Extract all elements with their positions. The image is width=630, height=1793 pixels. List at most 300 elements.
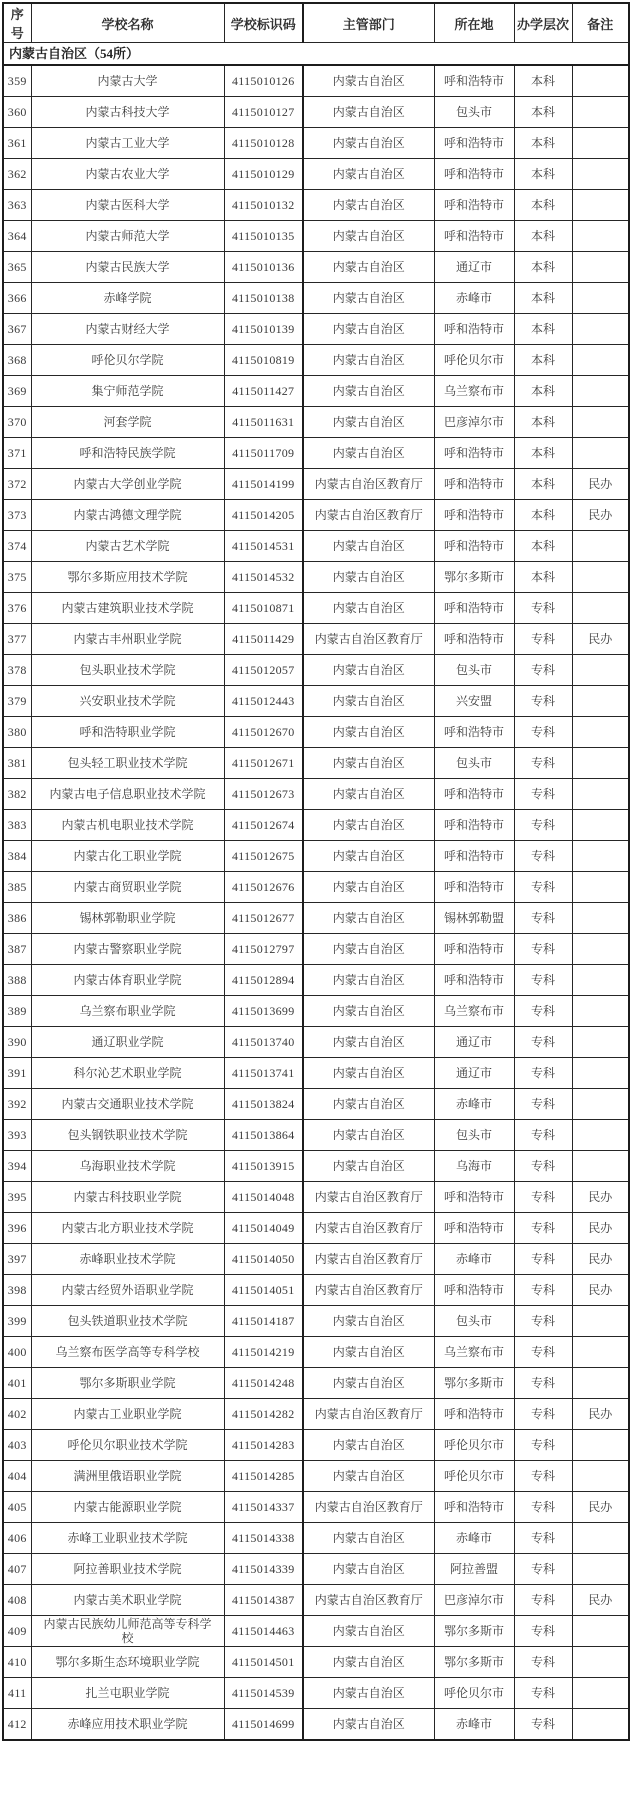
cell-school-code: 4115012057 (224, 655, 303, 686)
cell-school-code: 4115013864 (224, 1120, 303, 1151)
cell-note (572, 438, 629, 469)
cell-index: 394 (3, 1151, 31, 1182)
cell-level: 专科 (514, 1244, 572, 1275)
cell-department: 内蒙古自治区 (303, 1616, 434, 1647)
cell-school-name: 乌兰察布医学高等专科学校 (31, 1337, 224, 1368)
cell-index: 377 (3, 624, 31, 655)
cell-school-name: 内蒙古鸿德文理学院 (31, 500, 224, 531)
cell-school-code: 4115012797 (224, 934, 303, 965)
cell-location: 通辽市 (434, 1058, 514, 1089)
cell-department: 内蒙古自治区 (303, 1151, 434, 1182)
cell-location: 呼和浩特市 (434, 810, 514, 841)
cell-index: 378 (3, 655, 31, 686)
table-row (3, 190, 629, 221)
cell-school-name: 内蒙古财经大学 (31, 314, 224, 345)
cell-department: 内蒙古自治区教育厅 (303, 1275, 434, 1306)
cell-index: 367 (3, 314, 31, 345)
cell-index: 371 (3, 438, 31, 469)
cell-note: 民办 (572, 1585, 629, 1616)
cell-location: 呼和浩特市 (434, 779, 514, 810)
cell-department: 内蒙古自治区 (303, 438, 434, 469)
cell-school-name: 内蒙古艺术学院 (31, 531, 224, 562)
cell-school-code: 4115010128 (224, 128, 303, 159)
cell-school-name: 内蒙古警察职业学院 (31, 934, 224, 965)
cell-level: 专科 (514, 1523, 572, 1554)
table-row (3, 1616, 629, 1647)
cell-level: 专科 (514, 1647, 572, 1678)
cell-note (572, 1058, 629, 1089)
cell-note (572, 1337, 629, 1368)
cell-department: 内蒙古自治区教育厅 (303, 500, 434, 531)
cell-note (572, 252, 629, 283)
cell-index: 388 (3, 965, 31, 996)
cell-location: 鄂尔多斯市 (434, 1616, 514, 1647)
cell-school-name: 赤峰职业技术学院 (31, 1244, 224, 1275)
cell-note: 民办 (572, 1399, 629, 1430)
cell-location: 乌兰察布市 (434, 996, 514, 1027)
cell-school-code: 4115014187 (224, 1306, 303, 1337)
cell-level: 专科 (514, 1275, 572, 1306)
cell-school-code: 4115011427 (224, 376, 303, 407)
cell-location: 呼和浩特市 (434, 872, 514, 903)
cell-department: 内蒙古自治区教育厅 (303, 1399, 434, 1430)
cell-school-name: 内蒙古科技大学 (31, 97, 224, 128)
table-row (3, 1089, 629, 1120)
cell-school-name: 内蒙古民族大学 (31, 252, 224, 283)
cell-department: 内蒙古自治区 (303, 562, 434, 593)
cell-department: 内蒙古自治区教育厅 (303, 469, 434, 500)
table-row (3, 376, 629, 407)
cell-school-name: 内蒙古大学创业学院 (31, 469, 224, 500)
cell-note (572, 779, 629, 810)
cell-school-code: 4115012676 (224, 872, 303, 903)
cell-location: 呼和浩特市 (434, 500, 514, 531)
table-row (3, 500, 629, 531)
table-row (3, 531, 629, 562)
cell-index: 396 (3, 1213, 31, 1244)
cell-school-name: 河套学院 (31, 407, 224, 438)
cell-level: 专科 (514, 810, 572, 841)
cell-note (572, 345, 629, 376)
cell-department: 内蒙古自治区教育厅 (303, 1244, 434, 1275)
cell-department: 内蒙古自治区 (303, 1554, 434, 1585)
cell-department: 内蒙古自治区 (303, 1306, 434, 1337)
table-row (3, 717, 629, 748)
cell-level: 本科 (514, 283, 572, 314)
cell-index: 404 (3, 1461, 31, 1492)
cell-department: 内蒙古自治区 (303, 1368, 434, 1399)
cell-level: 本科 (514, 65, 572, 97)
cell-department: 内蒙古自治区 (303, 1430, 434, 1461)
table-row (3, 1120, 629, 1151)
cell-index: 366 (3, 283, 31, 314)
cell-level: 专科 (514, 1306, 572, 1337)
cell-school-name: 乌兰察布职业学院 (31, 996, 224, 1027)
cell-note (572, 283, 629, 314)
cell-level: 专科 (514, 1461, 572, 1492)
cell-school-code: 4115013740 (224, 1027, 303, 1058)
cell-department: 内蒙古自治区 (303, 1647, 434, 1678)
cell-index: 379 (3, 686, 31, 717)
table-row (3, 1182, 629, 1213)
cell-school-code: 4115014539 (224, 1678, 303, 1709)
cell-index: 370 (3, 407, 31, 438)
cell-location: 呼和浩特市 (434, 593, 514, 624)
cell-school-code: 4115013741 (224, 1058, 303, 1089)
cell-department: 内蒙古自治区 (303, 748, 434, 779)
cell-location: 通辽市 (434, 1027, 514, 1058)
table-row (3, 903, 629, 934)
cell-index: 398 (3, 1275, 31, 1306)
col-header-school-name: 学校名称 (31, 3, 224, 43)
cell-note (572, 531, 629, 562)
cell-school-name: 包头钢铁职业技术学院 (31, 1120, 224, 1151)
table-row (3, 1151, 629, 1182)
cell-index: 362 (3, 159, 31, 190)
cell-level: 专科 (514, 934, 572, 965)
cell-index: 360 (3, 97, 31, 128)
cell-index: 400 (3, 1337, 31, 1368)
cell-school-code: 4115014501 (224, 1647, 303, 1678)
table-row (3, 1678, 629, 1709)
cell-note (572, 1554, 629, 1585)
cell-level: 专科 (514, 1678, 572, 1709)
table-header (3, 3, 629, 43)
cell-location: 呼和浩特市 (434, 221, 514, 252)
cell-school-name: 内蒙古美术职业学院 (31, 1585, 224, 1616)
cell-school-code: 4115014463 (224, 1616, 303, 1647)
cell-index: 369 (3, 376, 31, 407)
cell-note (572, 1523, 629, 1554)
cell-index: 399 (3, 1306, 31, 1337)
cell-school-code: 4115011429 (224, 624, 303, 655)
cell-department: 内蒙古自治区 (303, 1523, 434, 1554)
cell-school-code: 4115014283 (224, 1430, 303, 1461)
cell-location: 呼和浩特市 (434, 717, 514, 748)
cell-note (572, 903, 629, 934)
cell-school-name: 呼伦贝尔学院 (31, 345, 224, 376)
cell-school-name: 内蒙古民族幼儿师范高等专科学校 (31, 1616, 224, 1647)
cell-location: 呼和浩特市 (434, 1213, 514, 1244)
cell-location: 乌兰察布市 (434, 1337, 514, 1368)
table-row (3, 283, 629, 314)
table-row (3, 1461, 629, 1492)
cell-level: 本科 (514, 221, 572, 252)
table-row (3, 1554, 629, 1585)
cell-level: 本科 (514, 128, 572, 159)
cell-level: 专科 (514, 1492, 572, 1523)
cell-level: 专科 (514, 996, 572, 1027)
cell-department: 内蒙古自治区 (303, 407, 434, 438)
cell-school-code: 4115010135 (224, 221, 303, 252)
cell-department: 内蒙古自治区 (303, 934, 434, 965)
cell-note (572, 314, 629, 345)
table-row (3, 407, 629, 438)
cell-index: 410 (3, 1647, 31, 1678)
table-row (3, 872, 629, 903)
cell-school-code: 4115014387 (224, 1585, 303, 1616)
cell-school-name: 内蒙古科技职业学院 (31, 1182, 224, 1213)
cell-school-code: 4115010126 (224, 65, 303, 97)
cell-note (572, 1120, 629, 1151)
cell-index: 375 (3, 562, 31, 593)
cell-department: 内蒙古自治区 (303, 252, 434, 283)
cell-note (572, 593, 629, 624)
cell-location: 赤峰市 (434, 1709, 514, 1741)
cell-level: 专科 (514, 1120, 572, 1151)
cell-location: 呼和浩特市 (434, 159, 514, 190)
cell-level: 专科 (514, 1554, 572, 1585)
cell-location: 锡林郭勒盟 (434, 903, 514, 934)
cell-note: 民办 (572, 1275, 629, 1306)
cell-level: 专科 (514, 779, 572, 810)
cell-index: 389 (3, 996, 31, 1027)
cell-location: 巴彦淖尔市 (434, 407, 514, 438)
document-page (2, 2, 628, 1741)
cell-department: 内蒙古自治区教育厅 (303, 1492, 434, 1523)
cell-location: 赤峰市 (434, 1244, 514, 1275)
cell-index: 387 (3, 934, 31, 965)
cell-school-code: 4115012675 (224, 841, 303, 872)
col-header-location: 所在地 (434, 3, 514, 43)
cell-note (572, 1027, 629, 1058)
cell-school-name: 内蒙古丰州职业学院 (31, 624, 224, 655)
cell-department: 内蒙古自治区 (303, 1709, 434, 1741)
cell-school-name: 包头铁道职业技术学院 (31, 1306, 224, 1337)
table-row (3, 1368, 629, 1399)
cell-index: 361 (3, 128, 31, 159)
cell-location: 乌海市 (434, 1151, 514, 1182)
cell-school-name: 内蒙古师范大学 (31, 221, 224, 252)
cell-location: 乌兰察布市 (434, 376, 514, 407)
col-header-department: 主管部门 (303, 3, 434, 43)
table-row (3, 810, 629, 841)
table-row (3, 1337, 629, 1368)
cell-department: 内蒙古自治区教育厅 (303, 1182, 434, 1213)
table-row (3, 686, 629, 717)
cell-school-code: 4115014248 (224, 1368, 303, 1399)
cell-note (572, 376, 629, 407)
cell-index: 405 (3, 1492, 31, 1523)
cell-department: 内蒙古自治区 (303, 655, 434, 686)
cell-department: 内蒙古自治区 (303, 345, 434, 376)
cell-note (572, 1368, 629, 1399)
cell-index: 395 (3, 1182, 31, 1213)
cell-department: 内蒙古自治区教育厅 (303, 1213, 434, 1244)
cell-location: 阿拉善盟 (434, 1554, 514, 1585)
cell-school-name: 内蒙古电子信息职业技术学院 (31, 779, 224, 810)
cell-note (572, 655, 629, 686)
cell-school-name: 呼和浩特职业学院 (31, 717, 224, 748)
cell-note (572, 717, 629, 748)
cell-index: 386 (3, 903, 31, 934)
cell-level: 专科 (514, 1430, 572, 1461)
cell-department: 内蒙古自治区 (303, 996, 434, 1027)
cell-level: 专科 (514, 1399, 572, 1430)
cell-note: 民办 (572, 624, 629, 655)
cell-school-name: 呼伦贝尔职业技术学院 (31, 1430, 224, 1461)
cell-level: 本科 (514, 500, 572, 531)
cell-school-code: 4115014199 (224, 469, 303, 500)
cell-note (572, 810, 629, 841)
cell-level: 专科 (514, 1709, 572, 1741)
cell-department: 内蒙古自治区 (303, 1089, 434, 1120)
cell-school-code: 4115014282 (224, 1399, 303, 1430)
cell-department: 内蒙古自治区 (303, 1120, 434, 1151)
cell-location: 呼和浩特市 (434, 190, 514, 221)
cell-index: 403 (3, 1430, 31, 1461)
table-row (3, 655, 629, 686)
cell-school-code: 4115014699 (224, 1709, 303, 1741)
cell-note (572, 1151, 629, 1182)
cell-note (572, 221, 629, 252)
cell-index: 391 (3, 1058, 31, 1089)
cell-note (572, 562, 629, 593)
cell-school-code: 4115010139 (224, 314, 303, 345)
cell-level: 专科 (514, 686, 572, 717)
cell-note: 民办 (572, 1492, 629, 1523)
cell-school-name: 鄂尔多斯职业学院 (31, 1368, 224, 1399)
cell-school-code: 4115012677 (224, 903, 303, 934)
cell-note (572, 1430, 629, 1461)
table-row (3, 1306, 629, 1337)
cell-school-name: 通辽职业学院 (31, 1027, 224, 1058)
header-row (3, 3, 629, 43)
table-row (3, 252, 629, 283)
cell-note (572, 965, 629, 996)
cell-level: 本科 (514, 190, 572, 221)
cell-location: 包头市 (434, 748, 514, 779)
cell-location: 呼和浩特市 (434, 1399, 514, 1430)
cell-location: 呼伦贝尔市 (434, 1430, 514, 1461)
cell-department: 内蒙古自治区 (303, 841, 434, 872)
table-row (3, 779, 629, 810)
cell-department: 内蒙古自治区 (303, 1678, 434, 1709)
cell-school-code: 4115014050 (224, 1244, 303, 1275)
cell-note (572, 159, 629, 190)
cell-school-name: 兴安职业技术学院 (31, 686, 224, 717)
cell-school-code: 4115014285 (224, 1461, 303, 1492)
cell-school-code: 4115014205 (224, 500, 303, 531)
cell-level: 本科 (514, 314, 572, 345)
col-header-note: 备注 (572, 3, 629, 43)
cell-location: 呼和浩特市 (434, 314, 514, 345)
cell-school-code: 4115010819 (224, 345, 303, 376)
table-row (3, 965, 629, 996)
cell-department: 内蒙古自治区 (303, 531, 434, 562)
cell-level: 专科 (514, 748, 572, 779)
cell-school-name: 内蒙古机电职业技术学院 (31, 810, 224, 841)
cell-note (572, 748, 629, 779)
cell-school-name: 锡林郭勒职业学院 (31, 903, 224, 934)
table-row (3, 1492, 629, 1523)
cell-school-name: 鄂尔多斯生态环境职业学院 (31, 1647, 224, 1678)
cell-level: 专科 (514, 1182, 572, 1213)
cell-department: 内蒙古自治区 (303, 190, 434, 221)
cell-index: 376 (3, 593, 31, 624)
cell-note (572, 1306, 629, 1337)
cell-department: 内蒙古自治区 (303, 717, 434, 748)
cell-index: 365 (3, 252, 31, 283)
cell-department: 内蒙古自治区 (303, 159, 434, 190)
cell-location: 呼和浩特市 (434, 1275, 514, 1306)
cell-school-code: 4115014337 (224, 1492, 303, 1523)
cell-school-name: 内蒙古建筑职业技术学院 (31, 593, 224, 624)
cell-department: 内蒙古自治区 (303, 283, 434, 314)
cell-department: 内蒙古自治区 (303, 1027, 434, 1058)
cell-school-code: 4115012443 (224, 686, 303, 717)
cell-level: 专科 (514, 965, 572, 996)
cell-location: 呼和浩特市 (434, 965, 514, 996)
cell-note (572, 1089, 629, 1120)
region-section-row (3, 43, 629, 66)
cell-note (572, 1616, 629, 1647)
cell-level: 专科 (514, 1027, 572, 1058)
cell-level: 本科 (514, 97, 572, 128)
cell-location: 包头市 (434, 97, 514, 128)
cell-location: 呼和浩特市 (434, 128, 514, 159)
cell-index: 392 (3, 1089, 31, 1120)
cell-school-name: 内蒙古经贸外语职业学院 (31, 1275, 224, 1306)
table-row (3, 593, 629, 624)
cell-school-name: 内蒙古工业职业学院 (31, 1399, 224, 1430)
cell-department: 内蒙古自治区 (303, 65, 434, 97)
cell-level: 专科 (514, 593, 572, 624)
cell-note (572, 996, 629, 1027)
cell-index: 383 (3, 810, 31, 841)
table-row (3, 1058, 629, 1089)
cell-school-code: 4115014048 (224, 1182, 303, 1213)
cell-location: 呼和浩特市 (434, 531, 514, 562)
cell-note: 民办 (572, 1182, 629, 1213)
cell-department: 内蒙古自治区 (303, 686, 434, 717)
cell-note (572, 128, 629, 159)
cell-school-code: 4115011631 (224, 407, 303, 438)
cell-school-name: 内蒙古能源职业学院 (31, 1492, 224, 1523)
cell-location: 包头市 (434, 655, 514, 686)
cell-level: 本科 (514, 531, 572, 562)
cell-location: 巴彦淖尔市 (434, 1585, 514, 1616)
cell-school-name: 阿拉善职业技术学院 (31, 1554, 224, 1585)
cell-note: 民办 (572, 469, 629, 500)
cell-note (572, 686, 629, 717)
table-row (3, 1647, 629, 1678)
cell-school-name: 内蒙古医科大学 (31, 190, 224, 221)
table-row (3, 1523, 629, 1554)
cell-school-code: 4115014051 (224, 1275, 303, 1306)
cell-school-name: 科尔沁艺术职业学院 (31, 1058, 224, 1089)
cell-index: 384 (3, 841, 31, 872)
cell-school-code: 4115014219 (224, 1337, 303, 1368)
cell-school-name: 包头轻工职业技术学院 (31, 748, 224, 779)
cell-location: 赤峰市 (434, 1089, 514, 1120)
cell-department: 内蒙古自治区 (303, 810, 434, 841)
region-section-title: 内蒙古自治区（54所） (3, 43, 629, 66)
cell-level: 专科 (514, 872, 572, 903)
cell-school-code: 4115014339 (224, 1554, 303, 1585)
cell-school-name: 鄂尔多斯应用技术学院 (31, 562, 224, 593)
cell-note (572, 97, 629, 128)
cell-location: 呼和浩特市 (434, 65, 514, 97)
table-row (3, 1585, 629, 1616)
cell-school-code: 4115012671 (224, 748, 303, 779)
cell-note (572, 1461, 629, 1492)
table-row (3, 65, 629, 97)
cell-location: 鄂尔多斯市 (434, 1368, 514, 1399)
table-row (3, 841, 629, 872)
cell-school-name: 内蒙古化工职业学院 (31, 841, 224, 872)
cell-school-code: 4115014049 (224, 1213, 303, 1244)
